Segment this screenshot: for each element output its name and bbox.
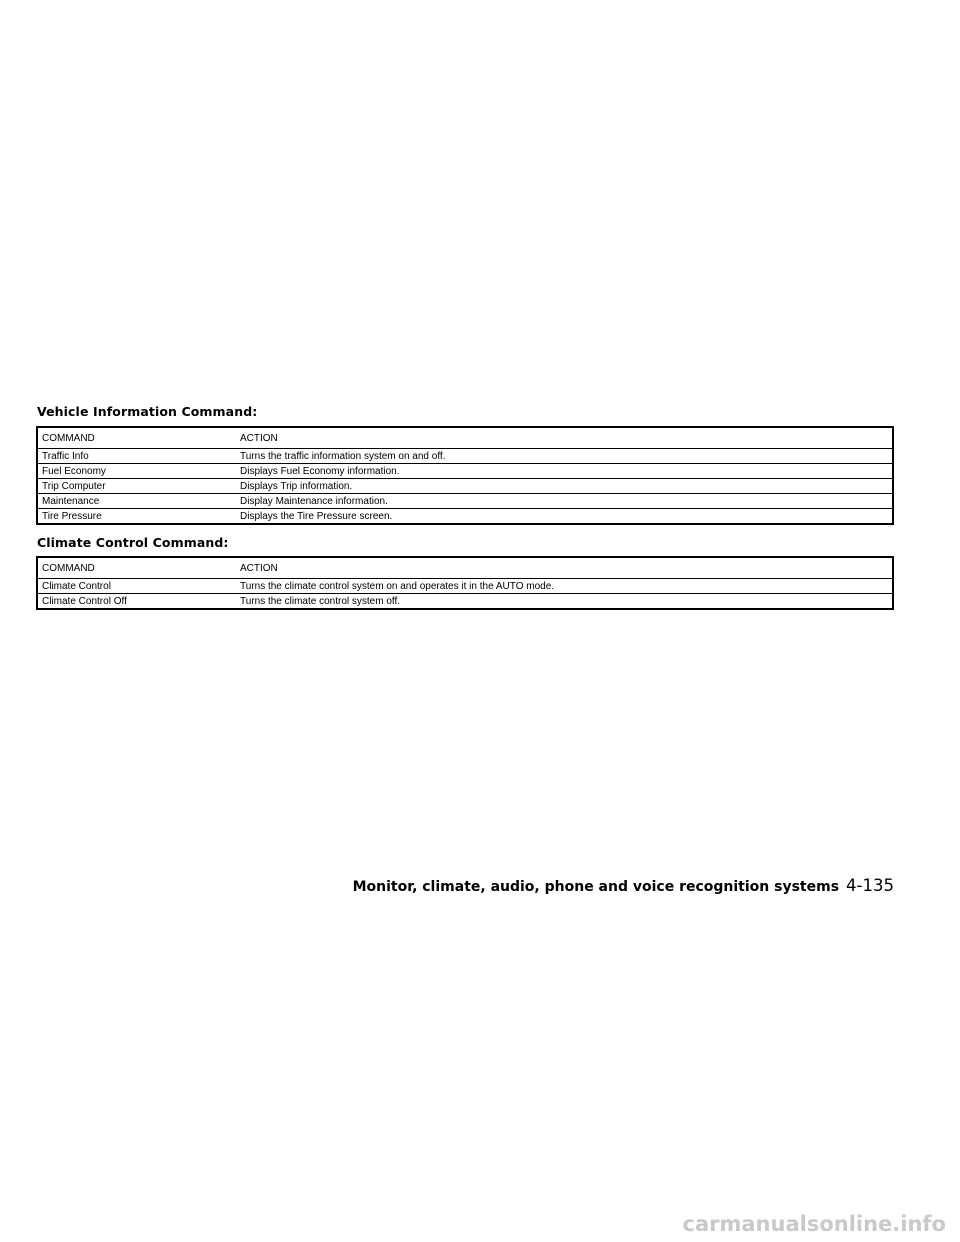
command-cell: Tire Pressure — [42, 510, 102, 522]
table-row — [37, 594, 893, 610]
action-cell: Displays the Tire Pressure screen. — [240, 510, 393, 522]
table-row — [37, 509, 893, 525]
vehicle-information-table — [36, 426, 894, 525]
table-row — [37, 479, 893, 494]
action-column-header: ACTION — [236, 557, 893, 579]
table-row — [37, 494, 893, 509]
action-cell: Turns the climate control system off. — [240, 595, 401, 607]
command-cell: Traffic Info — [37, 449, 236, 464]
watermark: carmanualsonline.info — [682, 1212, 946, 1236]
action-cell: Displays Trip information. — [236, 479, 893, 494]
climate-control-table — [36, 556, 894, 610]
command-cell: Climate Control — [37, 579, 236, 594]
action-cell: Display Maintenance information. — [236, 494, 893, 509]
command-column-header: COMMAND — [37, 427, 236, 449]
table-row — [37, 464, 893, 479]
action-cell: Displays Fuel Economy information. — [236, 464, 893, 479]
table-header-row — [37, 427, 893, 449]
command-cell: Trip Computer — [37, 479, 236, 494]
vehicle-information-title: Vehicle Information Command: — [37, 404, 258, 419]
command-column-header: COMMAND — [37, 557, 236, 579]
page-footer — [353, 876, 894, 895]
climate-control-title: Climate Control Command: — [37, 535, 229, 550]
command-cell: Fuel Economy — [37, 464, 236, 479]
action-cell: Turns the climate control system on and operates it in the AUTO mode. — [236, 579, 893, 594]
command-cell: Maintenance — [37, 494, 236, 509]
table-row — [37, 579, 893, 594]
action-cell: Turns the traffic information system on and off. — [236, 449, 893, 464]
table-row — [37, 449, 893, 464]
table-header-row — [37, 557, 893, 579]
command-cell: Climate Control Off — [42, 595, 127, 607]
footer-section-name: Monitor, climate, audio, phone and voice recognition systems — [352, 879, 840, 895]
page-number: 4-135 — [846, 876, 894, 895]
action-column-header: ACTION — [236, 427, 893, 449]
